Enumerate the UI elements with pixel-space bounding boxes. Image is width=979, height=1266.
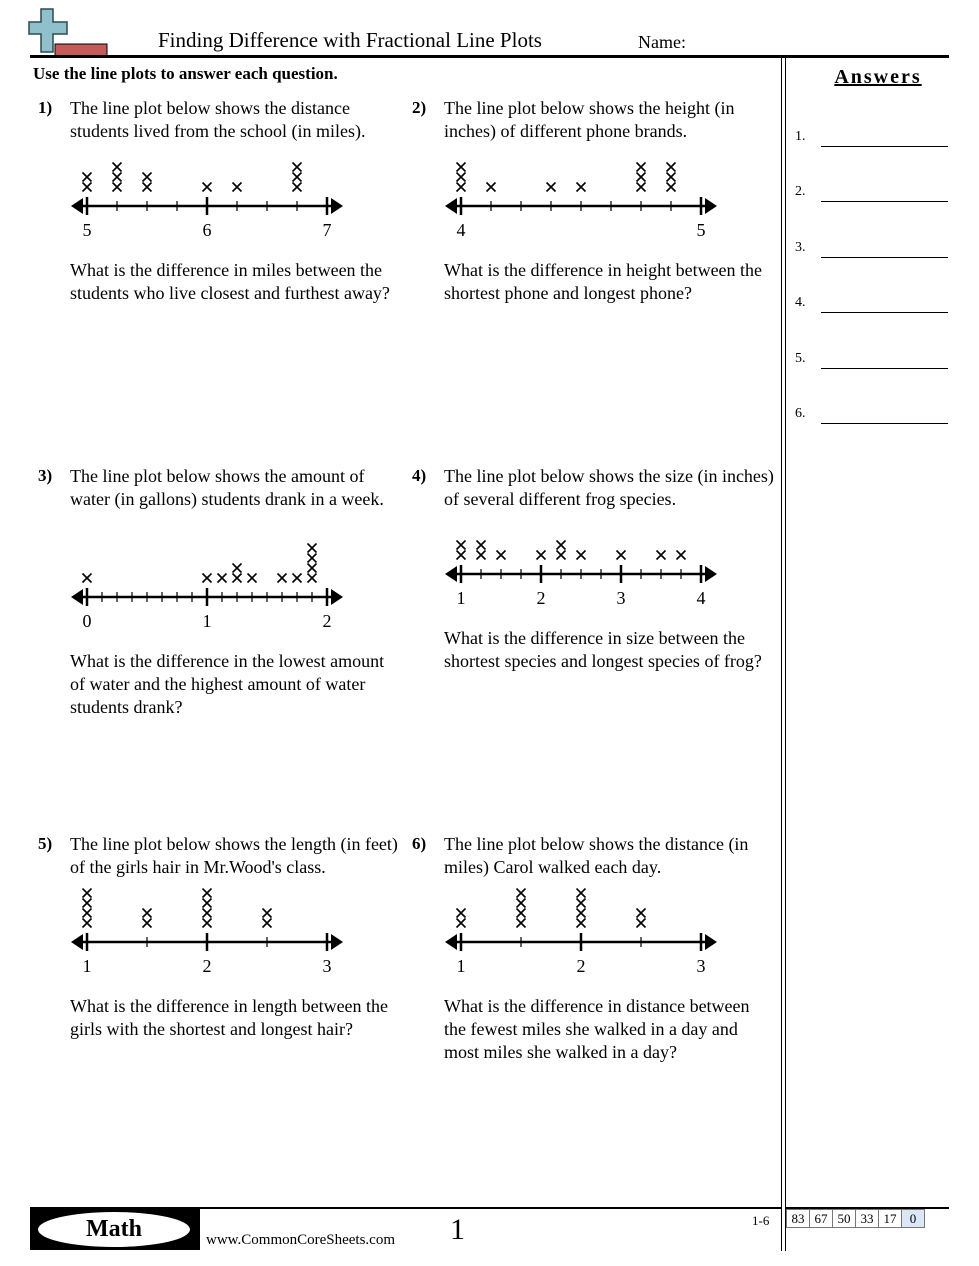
line-plot — [66, 152, 356, 244]
data-mark-x — [83, 909, 92, 918]
data-mark-x — [517, 919, 526, 928]
question-number: 1) — [38, 98, 53, 117]
data-mark-x — [577, 551, 586, 560]
data-mark-x — [143, 919, 152, 928]
axis-arrow-right — [705, 198, 717, 214]
tick-label: 5 — [82, 220, 92, 240]
tick-label: 3 — [696, 956, 706, 976]
data-mark-x — [293, 173, 302, 182]
data-mark-x — [263, 909, 272, 918]
tick-label: 2 — [322, 611, 332, 631]
data-mark-x — [83, 899, 92, 908]
data-mark-x — [457, 173, 466, 182]
name-label: Name: — [638, 32, 686, 52]
data-mark-x — [143, 183, 152, 192]
data-mark-x — [308, 574, 317, 583]
score-cell: 67 — [810, 1210, 833, 1228]
question-prompt: The line plot below shows the length (in feet) of the girls hair in Mr.Wood's class. — [70, 834, 398, 877]
data-mark-x — [517, 899, 526, 908]
page-title: Finding Difference with Fractional Line Plots — [158, 28, 542, 52]
answer-blank-2[interactable] — [821, 201, 948, 202]
score-range: 1-6 — [752, 1213, 770, 1228]
data-mark-x — [617, 551, 626, 560]
axis-arrow-left — [71, 198, 83, 214]
question-text: What is the difference in length between the girls with the shortest and longest hair? — [70, 996, 389, 1039]
question-prompt: The line plot below shows the amount of water (in gallons) students drank in a week. — [70, 466, 384, 509]
data-mark-x — [577, 919, 586, 928]
score-cell: 17 — [879, 1210, 902, 1228]
tick-label: 1 — [82, 956, 92, 976]
tick-label: 5 — [696, 220, 706, 240]
question-number: 2) — [412, 98, 427, 117]
data-mark-x — [113, 173, 122, 182]
axis-arrow-right — [705, 566, 717, 582]
question-prompt: The line plot below shows the distance (in miles) Carol walked each day. — [444, 834, 749, 877]
data-mark-x — [577, 909, 586, 918]
data-mark-x — [557, 551, 566, 560]
header-rule — [30, 55, 949, 58]
data-mark-x — [203, 574, 212, 583]
data-mark-x — [203, 919, 212, 928]
data-mark-x — [83, 183, 92, 192]
tick-label: 1 — [456, 956, 466, 976]
line-plot — [440, 152, 730, 244]
data-mark-x — [547, 183, 556, 192]
axis-arrow-right — [705, 934, 717, 950]
page-number: 1 — [450, 1213, 465, 1246]
question-text: What is the difference in distance between the fewest miles she walked in a day and most miles she walked in a day? — [444, 996, 750, 1062]
answer-number: 5. — [795, 351, 806, 366]
data-mark-x — [457, 541, 466, 550]
data-mark-x — [233, 564, 242, 573]
data-mark-x — [637, 163, 646, 172]
line-plot — [440, 520, 730, 612]
column-divider-inner — [785, 58, 786, 1251]
column-divider — [781, 58, 782, 1251]
data-mark-x — [637, 919, 646, 928]
answers-title: Answers — [834, 66, 922, 88]
data-mark-x — [577, 899, 586, 908]
data-mark-x — [667, 183, 676, 192]
data-mark-x — [477, 541, 486, 550]
data-mark-x — [577, 889, 586, 898]
data-mark-x — [143, 909, 152, 918]
question-number: 5) — [38, 834, 53, 853]
tick-label: 1 — [202, 611, 212, 631]
question-text: What is the difference in miles between the students who live closest and furthest away? — [70, 260, 390, 303]
data-mark-x — [308, 544, 317, 553]
data-mark-x — [143, 173, 152, 182]
data-mark-x — [113, 163, 122, 172]
data-mark-x — [113, 183, 122, 192]
data-mark-x — [497, 551, 506, 560]
answer-blank-6[interactable] — [821, 423, 948, 424]
question-prompt: The line plot below shows the size (in inches) of several different frog species. — [444, 466, 774, 509]
axis-arrow-left — [445, 566, 457, 582]
data-mark-x — [677, 551, 686, 560]
data-mark-x — [477, 551, 486, 560]
tick-label: 6 — [202, 220, 212, 240]
data-mark-x — [203, 909, 212, 918]
data-mark-x — [637, 909, 646, 918]
data-mark-x — [278, 574, 287, 583]
math-label: Math — [38, 1212, 190, 1247]
question-text: What is the difference in the lowest amount of water and the highest amount of water students drank? — [70, 651, 385, 717]
score-cell: 83 — [787, 1210, 810, 1228]
data-mark-x — [83, 889, 92, 898]
axis-arrow-right — [331, 934, 343, 950]
data-mark-x — [293, 163, 302, 172]
data-mark-x — [203, 889, 212, 898]
line-plot — [66, 888, 356, 980]
axis-arrow-right — [331, 198, 343, 214]
data-mark-x — [248, 574, 257, 583]
data-mark-x — [457, 183, 466, 192]
data-mark-x — [667, 163, 676, 172]
data-mark-x — [457, 551, 466, 560]
answer-number: 1. — [795, 129, 806, 144]
question-number: 6) — [412, 834, 427, 853]
data-mark-x — [293, 183, 302, 192]
data-mark-x — [487, 183, 496, 192]
question-text: What is the difference in height between the shortest phone and longest phone? — [444, 260, 763, 303]
tick-label: 1 — [456, 588, 466, 608]
tick-label: 3 — [322, 956, 332, 976]
score-cell: 33 — [856, 1210, 879, 1228]
tick-label: 3 — [616, 588, 626, 608]
axis-arrow-right — [331, 589, 343, 605]
answer-number: 2. — [795, 184, 806, 199]
score-table — [786, 1209, 925, 1228]
data-mark-x — [577, 183, 586, 192]
data-mark-x — [83, 574, 92, 583]
data-mark-x — [308, 564, 317, 573]
axis-arrow-left — [445, 934, 457, 950]
data-mark-x — [657, 551, 666, 560]
data-mark-x — [537, 551, 546, 560]
data-mark-x — [637, 183, 646, 192]
answer-blank-4[interactable] — [821, 312, 948, 313]
data-mark-x — [233, 574, 242, 583]
axis-arrow-left — [445, 198, 457, 214]
data-mark-x — [233, 183, 242, 192]
data-mark-x — [637, 173, 646, 182]
tick-label: 2 — [202, 956, 212, 976]
answer-number: 3. — [795, 240, 806, 255]
question-number: 3) — [38, 466, 53, 485]
data-mark-x — [557, 541, 566, 550]
line-plot — [66, 520, 356, 635]
data-mark-x — [218, 574, 227, 583]
tick-label: 2 — [576, 956, 586, 976]
data-mark-x — [457, 909, 466, 918]
data-mark-x — [457, 919, 466, 928]
data-mark-x — [203, 183, 212, 192]
tick-label: 0 — [82, 611, 92, 631]
answer-blank-3[interactable] — [821, 257, 948, 258]
tick-label: 7 — [322, 220, 332, 240]
question-number: 4) — [412, 466, 427, 485]
logo-icon — [27, 8, 111, 58]
data-mark-x — [263, 919, 272, 928]
answer-blank-5[interactable] — [821, 368, 948, 369]
data-mark-x — [308, 554, 317, 563]
line-plot — [440, 888, 730, 980]
data-mark-x — [517, 889, 526, 898]
answer-number: 6. — [795, 406, 806, 421]
instructions: Use the line plots to answer each question. — [33, 64, 338, 83]
data-mark-x — [293, 574, 302, 583]
data-mark-x — [517, 909, 526, 918]
question-prompt: The line plot below shows the distance students lived from the school (in miles). — [70, 98, 366, 141]
axis-arrow-left — [71, 934, 83, 950]
score-cell: 50 — [833, 1210, 856, 1228]
data-mark-x — [457, 163, 466, 172]
axis-arrow-left — [71, 589, 83, 605]
tick-label: 4 — [696, 588, 706, 608]
footer-url[interactable]: www.CommonCoreSheets.com — [206, 1232, 396, 1248]
question-text: What is the difference in size between the shortest species and longest species of frog? — [444, 628, 762, 671]
data-mark-x — [203, 899, 212, 908]
answer-blank-1[interactable] — [821, 146, 948, 147]
data-mark-x — [667, 173, 676, 182]
answer-number: 4. — [795, 295, 806, 310]
data-mark-x — [83, 919, 92, 928]
tick-label: 2 — [536, 588, 546, 608]
score-cell: 0 — [902, 1210, 925, 1228]
question-prompt: The line plot below shows the height (in inches) of different phone brands. — [444, 98, 735, 141]
data-mark-x — [83, 173, 92, 182]
tick-label: 4 — [456, 220, 466, 240]
